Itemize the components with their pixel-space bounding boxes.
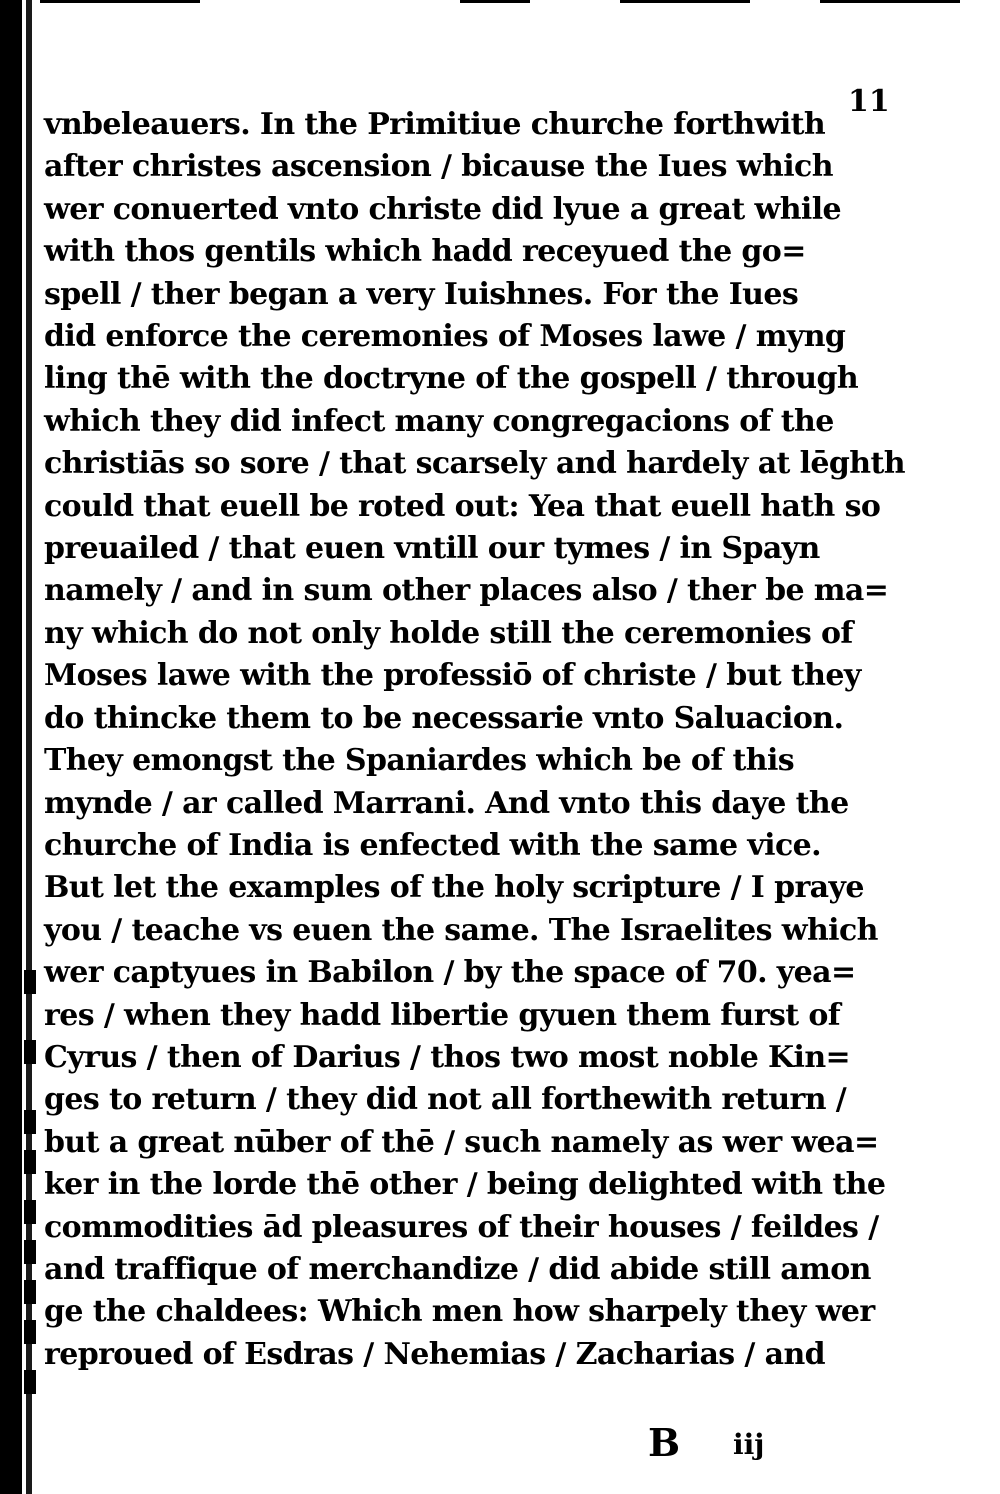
bleed-mark — [24, 1200, 36, 1224]
text-line: and traffique of merchandize / did abide still amon — [44, 1251, 871, 1287]
signature-number: iij — [733, 1428, 765, 1461]
text-line: Moses lawe with the professiō of christe / but they — [44, 658, 861, 694]
text-line: res / when they hadd libertie gyuen them furst of — [44, 997, 841, 1033]
text-line: which they did infect many congregacions of the — [44, 403, 834, 439]
top-edge-mark — [620, 0, 750, 3]
top-edge-mark — [820, 0, 960, 3]
text-line: after christes ascension / bicause the Iues which — [44, 149, 833, 185]
bleed-mark — [24, 1320, 36, 1344]
text-line: with thos gentils which hadd receyued the go= — [44, 234, 806, 270]
text-line: spell / ther began a very Iuishnes. For the Iues — [44, 276, 799, 312]
text-line: ge the chaldees: Which men how sharpely they wer — [44, 1294, 875, 1330]
text-line: churche of India is enfected with the same vice. — [44, 827, 821, 863]
page-number: 11 — [848, 84, 890, 119]
text-line: ges to return / they did not all forthewith return / — [44, 1082, 847, 1118]
text-line: reproued of Esdras / Nehemias / Zacharias / and — [44, 1336, 826, 1372]
text-line: mynde / ar called Marrani. And vnto this daye the — [44, 785, 849, 821]
text-line: do thincke them to be necessarie vnto Saluacion. — [44, 700, 844, 736]
text-line: vnbeleauers. In the Primitiue churche forthwith — [44, 107, 826, 142]
body-text — [44, 104, 905, 1376]
bleed-mark — [24, 1150, 36, 1174]
text-line: did enforce the ceremonies of Moses lawe / myng — [44, 319, 846, 355]
text-line: wer conuerted vnto christe did lyue a great while — [44, 191, 842, 227]
bleed-mark — [24, 1240, 36, 1264]
text-line: but a great nūber of thē / such namely as wer wea= — [44, 1124, 879, 1160]
top-edge-mark — [40, 0, 200, 3]
text-line: ker in the lorde thē other / being delighted with the — [44, 1167, 886, 1203]
text-line: wer captyues in Babilon / by the space of 70. yea= — [44, 955, 856, 991]
text-line: commodities ād pleasures of their houses / feildes / — [44, 1209, 879, 1245]
bleed-mark — [24, 1370, 36, 1394]
text-line: Cyrus / then of Darius / thos two most noble Kin= — [44, 1039, 851, 1075]
top-edge-mark — [460, 0, 530, 3]
text-line: could that euell be roted out: Yea that euell hath so — [44, 488, 881, 524]
bleed-mark — [24, 1040, 36, 1064]
text-line: ny which do not only holde still the ceremonies of — [44, 615, 853, 651]
bleed-mark — [24, 970, 36, 994]
text-line: christiās so sore / that scarsely and hardely at lēghth — [44, 446, 905, 482]
text-line: you / teache vs euen the same. The Israelites which — [44, 912, 878, 948]
bleed-mark — [24, 1280, 36, 1304]
text-line: namely / and in sum other places also / ther be ma= — [44, 573, 889, 609]
text-line: ling thē with the doctryne of the gospell / through — [44, 361, 859, 397]
bleed-mark — [24, 1110, 36, 1134]
signature-mark: B — [648, 1420, 681, 1465]
text-line: But let the examples of the holy scripture / I praye — [44, 870, 864, 906]
facing-page-bleed — [0, 900, 36, 1460]
text-line: They emongst the Spaniardes which be of this — [44, 743, 795, 779]
text-line: preuailed / that euen vntill our tymes / in Spayn — [44, 531, 820, 567]
